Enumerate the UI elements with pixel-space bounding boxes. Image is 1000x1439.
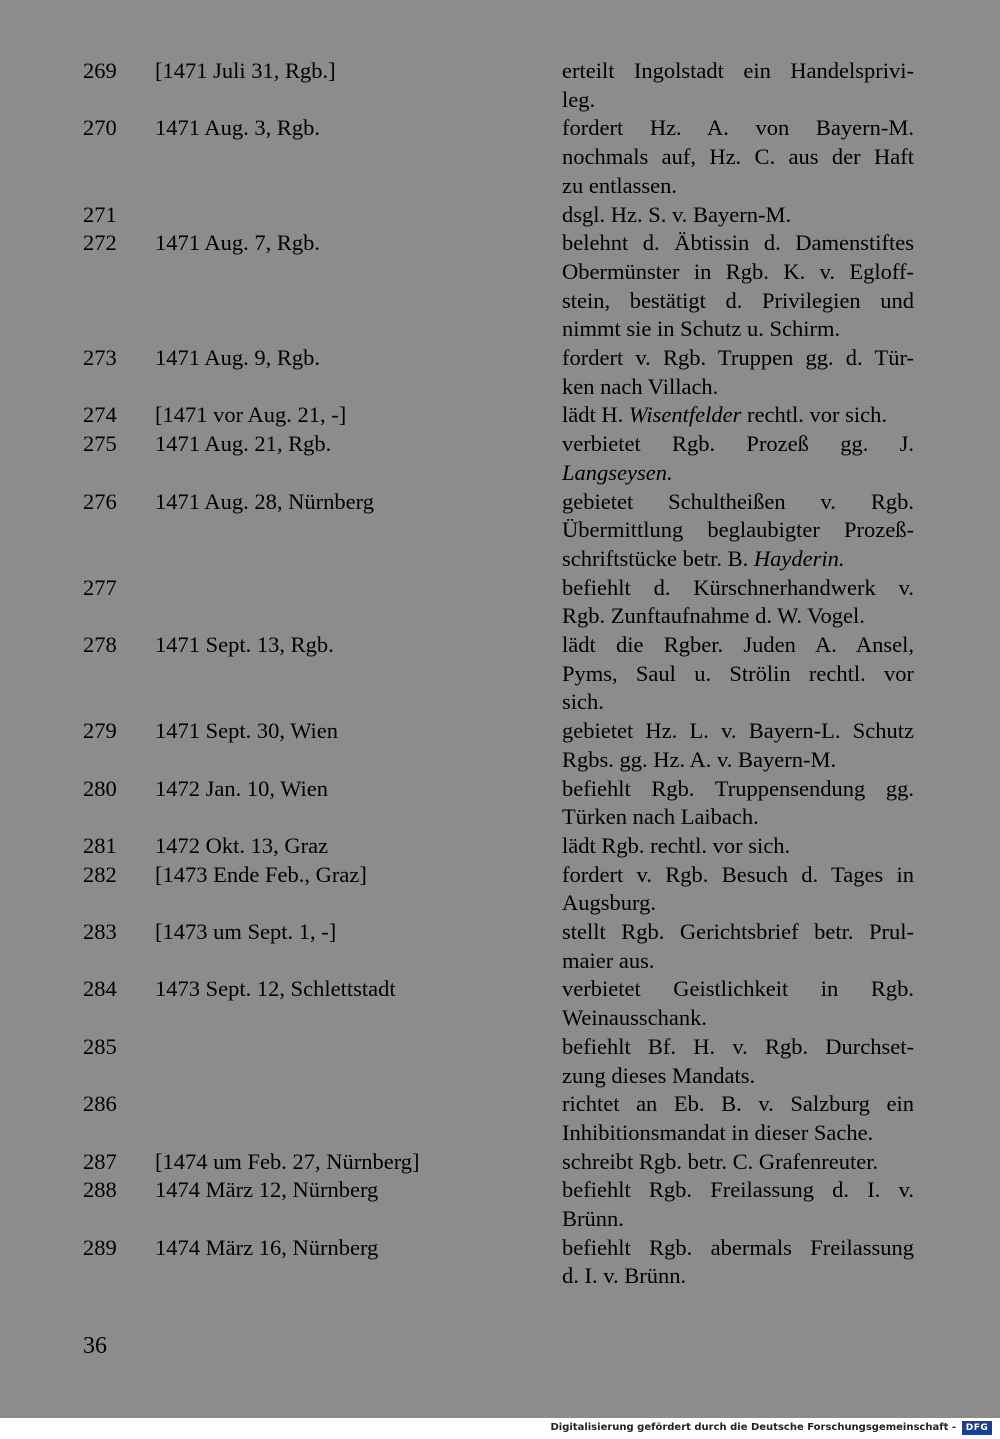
entry-number: 270 (83, 115, 117, 141)
entry-description (562, 1148, 914, 1177)
entry-description (562, 1234, 914, 1291)
funding-notice: Digitalisierung gefördert durch die Deutsche Forschungsgemeinschaft - (550, 1422, 956, 1433)
description-line: Rgbs. gg. Hz. A. v. Bayern-M. (562, 746, 837, 772)
description-line: erteilt Ingolstadt ein Handelsprivi- (562, 58, 914, 83)
description-line: sich. (562, 689, 604, 715)
entry-date: 1474 März 16, Nürnberg (155, 1234, 379, 1260)
entry-date: 1471 Sept. 30, Wien (155, 718, 339, 744)
description-line: Obermünster in Rgb. K. v. Egloff- (562, 258, 914, 284)
description-line: befiehlt Rgb. Truppensendung gg. (562, 775, 914, 801)
description-line: Brünn. (562, 1206, 624, 1231)
entry-date: [1474 um Feb. 27, Nürnberg] (155, 1148, 420, 1174)
entry-number: 283 (83, 919, 117, 944)
description-line: dsgl. Hz. S. v. Bayern-M. (562, 201, 792, 227)
description-line: lädt H. Wisentfelder rechtl. vor sich. (562, 402, 887, 428)
description-line: zung dieses Mandats. (562, 1062, 756, 1088)
entry-date: 1474 März 12, Nürnberg (155, 1177, 379, 1203)
entry-number: 279 (83, 718, 117, 744)
entry-number: 277 (83, 574, 117, 600)
description-line: Augsburg. (562, 890, 656, 916)
entry-date: 1473 Sept. 12, Schlettstadt (155, 976, 396, 1002)
description-line: fordert Hz. A. von Bayern-M. (562, 115, 914, 141)
entry-number: 284 (83, 976, 117, 1002)
entry-date: 1472 Jan. 10, Wien (155, 775, 329, 801)
entry-date: [1471 vor Aug. 21, -] (155, 402, 347, 428)
description-line: Weinausschank. (562, 1005, 708, 1031)
entry-description (562, 488, 914, 574)
description-line: schreibt Rgb. betr. C. Grafenreuter. (562, 1148, 879, 1174)
entry-number: 274 (83, 402, 117, 428)
entry-date: 1471 Sept. 13, Rgb. (155, 632, 334, 657)
entry-number: 285 (83, 1033, 117, 1059)
entry-number: 287 (83, 1148, 117, 1174)
entry-date: [1471 Juli 31, Rgb.] (155, 58, 336, 83)
entry-number: 273 (83, 345, 117, 370)
entry-description (562, 918, 914, 975)
description-line: lädt die Rgber. Juden A. Ansel, (562, 632, 914, 657)
footer-bar (0, 1418, 1000, 1439)
entry-description (562, 1176, 914, 1233)
description-line: schriftstücke betr. B. Hayderin. (562, 545, 845, 571)
entry-description (562, 344, 914, 401)
entry-number: 269 (83, 58, 117, 83)
person-name: Wisentfelder (628, 402, 742, 428)
entry-description (562, 574, 914, 631)
page-number: 36 (83, 1333, 107, 1359)
description-line: maier aus. (562, 947, 655, 973)
description-line: belehnt d. Äbtissin d. Damenstiftes (562, 230, 914, 256)
description-line: verbietet Rgb. Prozeß gg. J. (562, 431, 914, 457)
description-line: befiehlt Rgb. abermals Freilassung (562, 1234, 914, 1260)
description-line (562, 459, 914, 488)
description-line: fordert v. Rgb. Besuch d. Tages in (562, 861, 914, 887)
entry-date: 1471 Aug. 28, Nürnberg (155, 488, 374, 514)
entry-description (562, 430, 914, 487)
description-line: nimmt sie in Schutz u. Schirm. (562, 316, 841, 342)
description-line: richtet an Eb. B. v. Salzburg ein (562, 1091, 914, 1117)
description-line: befiehlt Rgb. Freilassung d. I. v. (562, 1177, 914, 1203)
entry-description (562, 401, 914, 430)
entry-date: 1472 Okt. 13, Graz (155, 832, 329, 858)
entry-description (562, 775, 914, 832)
description-line: leg. (562, 86, 596, 112)
entry-date: 1471 Aug. 7, Rgb. (155, 230, 321, 256)
entry-description (562, 229, 914, 344)
entry-description (562, 57, 914, 114)
entry-number: 276 (83, 488, 117, 514)
entry-description (562, 832, 914, 861)
entry-number: 281 (83, 832, 117, 858)
person-name: Langseysen. (562, 459, 673, 485)
description-line: nochmals auf, Hz. C. aus der Haft (562, 144, 914, 170)
description-line: zu entlassen. (562, 172, 677, 198)
description-line: stein, bestätigt d. Privilegien und (562, 287, 914, 313)
entry-number: 288 (83, 1177, 117, 1203)
entry-date: 1471 Aug. 9, Rgb. (155, 345, 321, 370)
description-line: ken nach Villach. (562, 373, 719, 399)
entry-number: 282 (83, 861, 117, 887)
entry-description (562, 201, 914, 230)
description-line: lädt Rgb. rechtl. vor sich. (562, 832, 791, 858)
description-line: Türken nach Laibach. (562, 804, 759, 830)
description-line: Inhibitionsmandat in dieser Sache. (562, 1119, 874, 1145)
entry-description (562, 717, 914, 774)
entry-description (562, 114, 914, 200)
entry-date: [1473 Ende Feb., Graz] (155, 861, 367, 887)
dfg-logo: DFG (962, 1421, 992, 1435)
entry-description (562, 1090, 914, 1147)
person-name: Hayderin. (753, 545, 845, 571)
description-line: befiehlt d. Kürschnerhandwerk v. (562, 574, 914, 600)
description-line: Rgb. Zunftaufnahme d. W. Vogel. (562, 603, 865, 629)
entry-date: 1471 Aug. 3, Rgb. (155, 115, 321, 141)
entry-date: 1471 Aug. 21, Rgb. (155, 431, 332, 457)
description-line: Pyms, Saul u. Strölin rechtl. vor (562, 660, 914, 686)
description-line: gebietet Hz. L. v. Bayern-L. Schutz (562, 718, 914, 744)
entry-number: 278 (83, 632, 117, 657)
entry-number: 280 (83, 775, 117, 801)
description-line: gebietet Schultheißen v. Rgb. (562, 488, 914, 514)
entry-description (562, 861, 914, 918)
entry-number: 271 (83, 201, 117, 227)
entry-number: 286 (83, 1091, 117, 1117)
entry-description (562, 975, 914, 1032)
description-line: stellt Rgb. Gerichtsbrief betr. Prul- (562, 919, 914, 944)
entry-number: 289 (83, 1234, 117, 1260)
entry-description (562, 1033, 914, 1090)
description-line: verbietet Geistlichkeit in Rgb. (562, 976, 914, 1002)
entry-date: [1473 um Sept. 1, -] (155, 919, 337, 944)
entry-number: 272 (83, 230, 117, 256)
description-line: d. I. v. Brünn. (562, 1263, 687, 1289)
entry-number: 275 (83, 431, 117, 457)
description-line: Übermittlung beglaubigter Prozeß- (562, 517, 914, 543)
description-line: fordert v. Rgb. Truppen gg. d. Tür- (562, 345, 914, 370)
entry-description (562, 631, 914, 717)
description-line: befiehlt Bf. H. v. Rgb. Durchset- (562, 1033, 914, 1059)
